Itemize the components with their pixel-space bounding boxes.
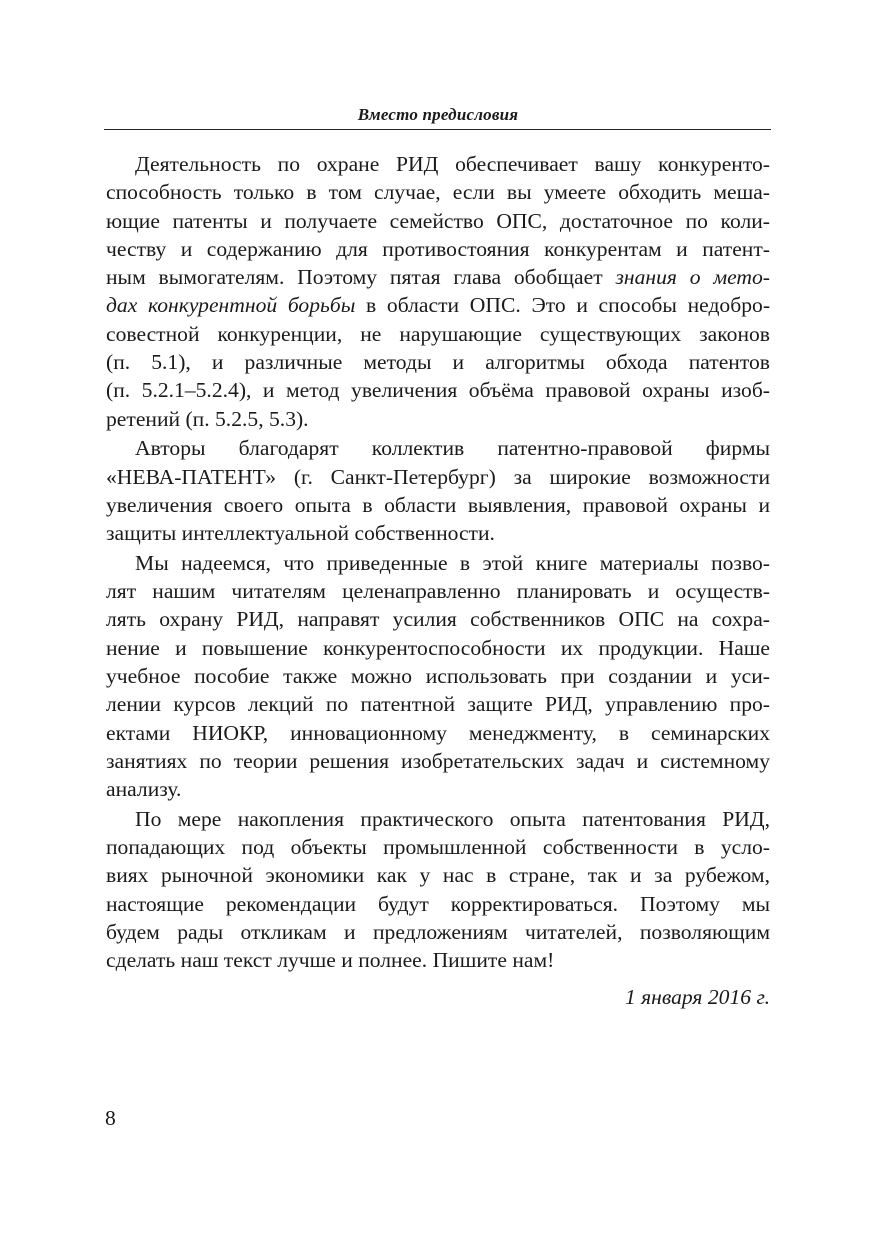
page-number: 8 (105, 1106, 116, 1130)
text-line: (п. 5.1), и различные методы и алгоритмы обхода патентов (106, 350, 770, 375)
text-line: настоящие рекомендации будут корректироваться. Поэтому мы (106, 891, 770, 916)
emphasis-text: дах конкурентной борьбы (106, 293, 356, 318)
text-line: Авторы благодарят коллектив патентно-правовой фирмы (135, 436, 770, 461)
text-line: лять охрану РИД, направят усилия собственников ОПС на сохра- (106, 607, 770, 632)
text-run: в области ОПС. Это и способы недобро- (355, 293, 771, 318)
text-line: (п. 5.2.1–5.2.4), и метод увеличения объёма правовой охраны изоб- (106, 378, 770, 403)
text-line: ретений (п. 5.2.5, 5.3). (106, 406, 309, 431)
text-line: ющие патенты и получаете семейство ОПС, достаточное по коли- (106, 208, 770, 233)
text-line: занятиях по теории решения изобретательских задач и системному (106, 748, 770, 773)
text-line: защиты интеллектуальной собственности. (106, 521, 495, 546)
text-line (106, 263, 770, 291)
text-line: сделать наш текст лучше и полнее. Пишите нам! (106, 948, 555, 973)
body-text (106, 150, 770, 976)
running-header-title: Вместо предисловия (357, 105, 519, 124)
text-line: учебное пособие также можно использовать при создании и уси- (106, 663, 770, 688)
text-line: будем рады откликам и предложениям читателей, позволяющим (106, 919, 770, 944)
text-line: анализу. (106, 777, 182, 802)
emphasis-text: знания о мето- (615, 265, 770, 290)
text-line: увеличения своего опыта в области выявления, правовой охраны и (106, 492, 770, 517)
paragraph-4 (106, 805, 770, 975)
text-line: ектами НИОКР, инновационному менеджменту, в семинарских (106, 720, 770, 745)
text-line: «НЕВА-ПАТЕНТ» (г. Санкт-Петербург) за широкие возможности (106, 464, 770, 489)
text-line: нение и повышение конкурентоспособности их продукции. Наше (106, 635, 770, 660)
paragraph-1 (106, 150, 770, 433)
text-line: лении курсов лекций по патентной защите РИД, управлению про- (106, 692, 770, 717)
header-divider (104, 129, 771, 130)
text-line: Мы надеемся, что приведенные в этой книге материалы позво- (135, 550, 770, 575)
paragraph-3 (106, 549, 770, 804)
text-line: честву и содержанию для противостояния конкурентам и патент- (106, 236, 770, 261)
text-line: По мере накопления практического опыта патентования РИД, (135, 806, 770, 831)
text-line: способность только в том случае, если вы умеете обходить меша- (106, 180, 770, 205)
text-line (106, 291, 770, 319)
text-line: совестной конкуренции, не нарушающие существующих законов (106, 321, 770, 346)
signature-date: 1 января 2016 г. (624, 985, 770, 1009)
text-line: Деятельность по охране РИД обеспечивает вашу конкуренто- (135, 152, 770, 176)
text-line: виях рыночной экономики как у нас в стране, так и за рубежом, (106, 863, 770, 888)
text-line: попадающих под объекты промышленной собственности в усло- (106, 835, 770, 860)
paragraph-2 (106, 434, 770, 547)
text-line: лят нашим читателям целенаправленно планировать и осуществ- (106, 579, 770, 604)
text-run: ным вымогателям. Поэтому пятая глава обобщает (106, 265, 616, 290)
